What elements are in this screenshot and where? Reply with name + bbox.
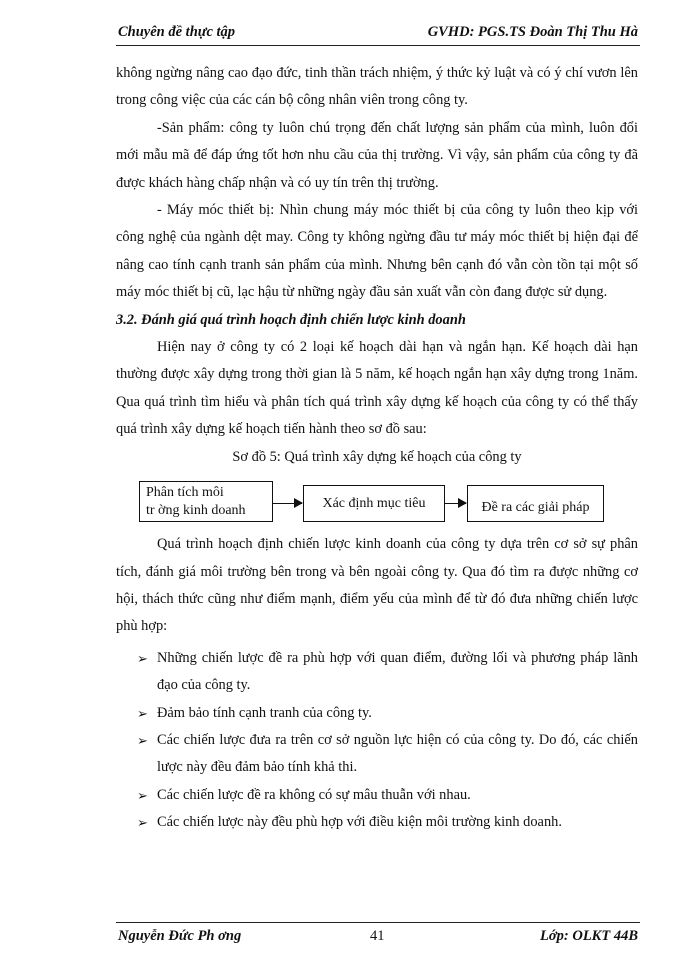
footer-divider: [116, 922, 640, 923]
arrow-bullet-icon: ➢: [137, 705, 148, 721]
list-item: [116, 645, 638, 700]
list-item-text: Đảm bảo tính cạnh tranh của công ty.: [157, 704, 372, 721]
arrow-bullet-icon: ➢: [137, 815, 148, 831]
list-item-text: Các chiến lược đề ra không có sự mâu thuẫn với nhau.: [157, 786, 471, 803]
list-item: [116, 700, 638, 727]
paragraph-machinery: - Máy móc thiết bị: Nhìn chung máy móc thiết bị của công ty luôn theo kịp với công nghệ của ngành dệt may. Công ty không ngừng đầu tư máy móc thiết bị hiện đại để nâng cao tính cạnh tranh sản phẩm của mình. Nhưng bên cạnh đó vẫn còn tồn tại một số máy móc thiết bị cũ, lạc hậu từ những ngày đầu sản xuất vẫn còn đang được sử dụng.: [116, 202, 638, 301]
list-item-text: Các chiến lược đưa ra trên cơ sở nguồn lực hiện có của công ty. Do đó, các chiến lược này đều đảm bảo tính khả thi.: [157, 731, 638, 776]
body-text: [116, 60, 638, 837]
section-title: 3.2. Đánh giá quá trình hoạch định chiến lược kinh doanh: [116, 311, 466, 328]
diagram-caption: Sơ đồ 5: Quá trình xây dựng kế hoạch của công ty: [232, 448, 522, 465]
diagram-box-goals: Xác định mục tiêu: [303, 485, 445, 522]
footer-author: Nguyễn Đức Ph ơng: [118, 928, 242, 944]
arrow-bullet-icon: ➢: [137, 787, 148, 803]
header-left: Chuyên đề thực tập: [118, 24, 236, 40]
diagram-arrow-2: [445, 503, 466, 504]
process-diagram: [116, 479, 638, 531]
footer-class: Lớp: OLKT 44B: [540, 928, 638, 944]
paragraph-products: -Sản phẩm: công ty luôn chú trọng đến chất lượng sản phẩm của mình, luôn đổi mới mẫu mã để đáp ứng tốt hơn nhu cầu của thị trường. Vì vậy, sản phẩm của công ty đã được khách hàng chấp nhận và có uy tín trên thị trường.: [116, 119, 638, 191]
list-item: [116, 782, 638, 809]
diagram-arrow-1: [273, 503, 302, 504]
list-item: [116, 809, 638, 836]
page-number: 41: [370, 928, 385, 944]
list-item-text: Các chiến lược này đều phù hợp với điều kiện môi trường kinh doanh.: [157, 814, 562, 831]
diagram-box-analysis-line2: tr ờng kinh doanh: [146, 503, 246, 519]
list-item-text: Những chiến lược đề ra phù hợp với quan điểm, đường lối và phương pháp lãnh đạo của công ty.: [157, 649, 638, 694]
strategy-list: [116, 645, 638, 837]
arrow-bullet-icon: ➢: [137, 732, 148, 748]
paragraph-1: không ngừng nâng cao đạo đức, tinh thần trách nhiệm, ý thức kỷ luật và có ý chí vươn lên trong công việc của các cán bộ công nhân viên trong công ty.: [116, 65, 638, 109]
list-item: [116, 727, 638, 782]
paragraph-strategy: Quá trình hoạch định chiến lược kinh doanh của công ty dựa trên cơ sở sự phân tích, đánh giá môi trường bên trong và bên ngoài công ty. Qua đó tìm ra được những cơ hội, thách thức cũng như điểm mạnh, điểm yếu của mình để từ đó đưa những chiến lược phù hợp:: [116, 536, 638, 635]
header-right: GVHD: PGS.TS Đoàn Thị Thu Hà: [427, 24, 638, 40]
diagram-box-analysis-line1: Phân tích môi: [146, 485, 224, 501]
paragraph-planning: Hiện nay ở công ty có 2 loại kế hoạch dài hạn và ngắn hạn. Kế hoạch dài hạn thường được xây dựng trong thời gian là 5 năm, kế hoạch ngắn hạn xây dựng trong 1năm. Qua quá trình tìm hiểu và phân tích quá trình xây dựng kế hoạch của công ty có thể thấy quá trình xây dựng kế hoạch tiến hành theo sơ đồ sau:: [116, 339, 638, 438]
arrow-bullet-icon: ➢: [137, 650, 148, 666]
diagram-box-solutions: Đề ra các giải pháp: [467, 485, 604, 522]
header-divider: [116, 45, 640, 46]
diagram-box-analysis: [139, 481, 273, 522]
